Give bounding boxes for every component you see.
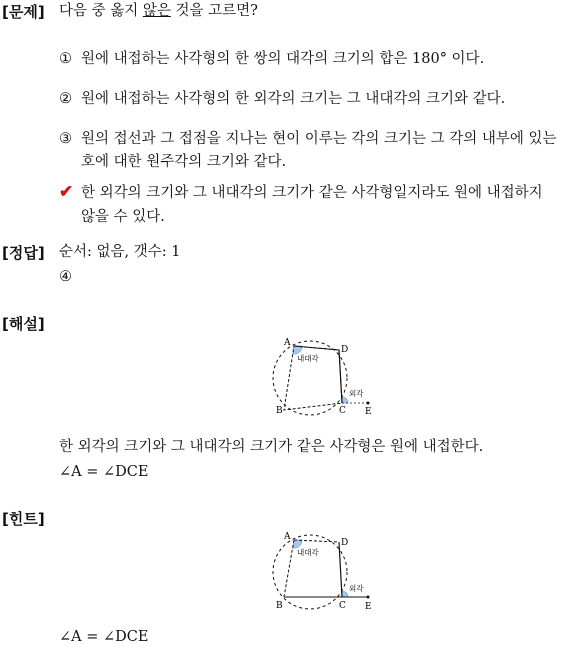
option-3-line2: 호에 대한 원주각의 크기와 같다. xyxy=(81,154,287,170)
option-4-line2: 않을 수 있다. xyxy=(81,209,165,225)
label-c: C xyxy=(339,601,346,611)
option-3 xyxy=(59,129,557,149)
option-2 xyxy=(59,89,505,109)
option-3-text-line1: 원의 접선과 그 접점을 지나는 현이 이루는 각의 크기는 그 각의 내부에 있는 xyxy=(81,131,557,147)
label-b: B xyxy=(276,406,283,416)
side-ab xyxy=(284,540,294,597)
checkmark-icon: ✔ xyxy=(59,182,74,202)
answer-line2: ④ xyxy=(59,269,72,285)
option-1-number: ① xyxy=(59,51,72,67)
option-1 xyxy=(59,49,484,69)
angle-dce-marker xyxy=(342,591,348,597)
option-1-text: 원에 내접하는 사각형의 한 쌍의 대각의 크기의 합은 180° 이다. xyxy=(81,51,485,67)
question-text-before: 다음 중 옳지 xyxy=(59,3,143,19)
angle-a-marker xyxy=(293,540,302,548)
answer-line1: 순서: 없음, 갯수: 1 xyxy=(59,244,181,260)
angle-dce-marker xyxy=(342,397,348,403)
label-d: D xyxy=(341,345,349,355)
label-a: A xyxy=(284,338,291,348)
explanation-label: [해설] xyxy=(2,315,45,333)
option-3-number: ③ xyxy=(59,131,72,147)
circumscribed-circle xyxy=(273,535,347,609)
question-text-after: 것을 고르면? xyxy=(170,3,258,19)
label-e: E xyxy=(365,602,372,612)
label-inner-angle: 내대각 xyxy=(297,354,319,363)
question-text-underlined: 않은 xyxy=(142,3,171,19)
hint-label: [힌트] xyxy=(2,510,45,528)
question-text xyxy=(59,1,258,21)
option-2-number: ② xyxy=(59,91,72,107)
option-2-text: 원에 내접하는 사각형의 한 외각의 크기는 그 내대각의 크기와 같다. xyxy=(81,91,506,107)
hint-diagram xyxy=(262,530,382,614)
explanation-text: 한 외각의 크기와 그 내대각의 크기가 같은 사각형은 원에 내접한다. xyxy=(59,439,484,455)
point-e xyxy=(367,596,370,599)
answer-label: [정답] xyxy=(2,244,45,262)
label-a: A xyxy=(284,532,291,542)
circumscribed-circle xyxy=(273,341,347,415)
option-4 xyxy=(59,182,543,203)
label-e: E xyxy=(365,407,372,417)
explanation-formula: ∠A = ∠DCE xyxy=(59,464,149,480)
angle-a-marker xyxy=(293,346,302,354)
explanation-diagram xyxy=(262,336,382,420)
label-b: B xyxy=(276,601,283,611)
option-4-text-line1: 한 외각의 크기와 그 내대각의 크기가 같은 사각형일지라도 원에 내접하지 xyxy=(81,185,543,201)
side-dc xyxy=(339,542,342,597)
label-outer-angle: 외각 xyxy=(349,389,364,398)
hint-formula: ∠A = ∠DCE xyxy=(59,629,149,645)
label-d: D xyxy=(341,538,349,548)
label-c: C xyxy=(339,406,346,416)
question-label: [문제] xyxy=(2,3,45,21)
label-inner-angle: 내대각 xyxy=(297,548,319,557)
point-e xyxy=(367,402,370,405)
label-outer-angle: 외각 xyxy=(349,584,364,593)
